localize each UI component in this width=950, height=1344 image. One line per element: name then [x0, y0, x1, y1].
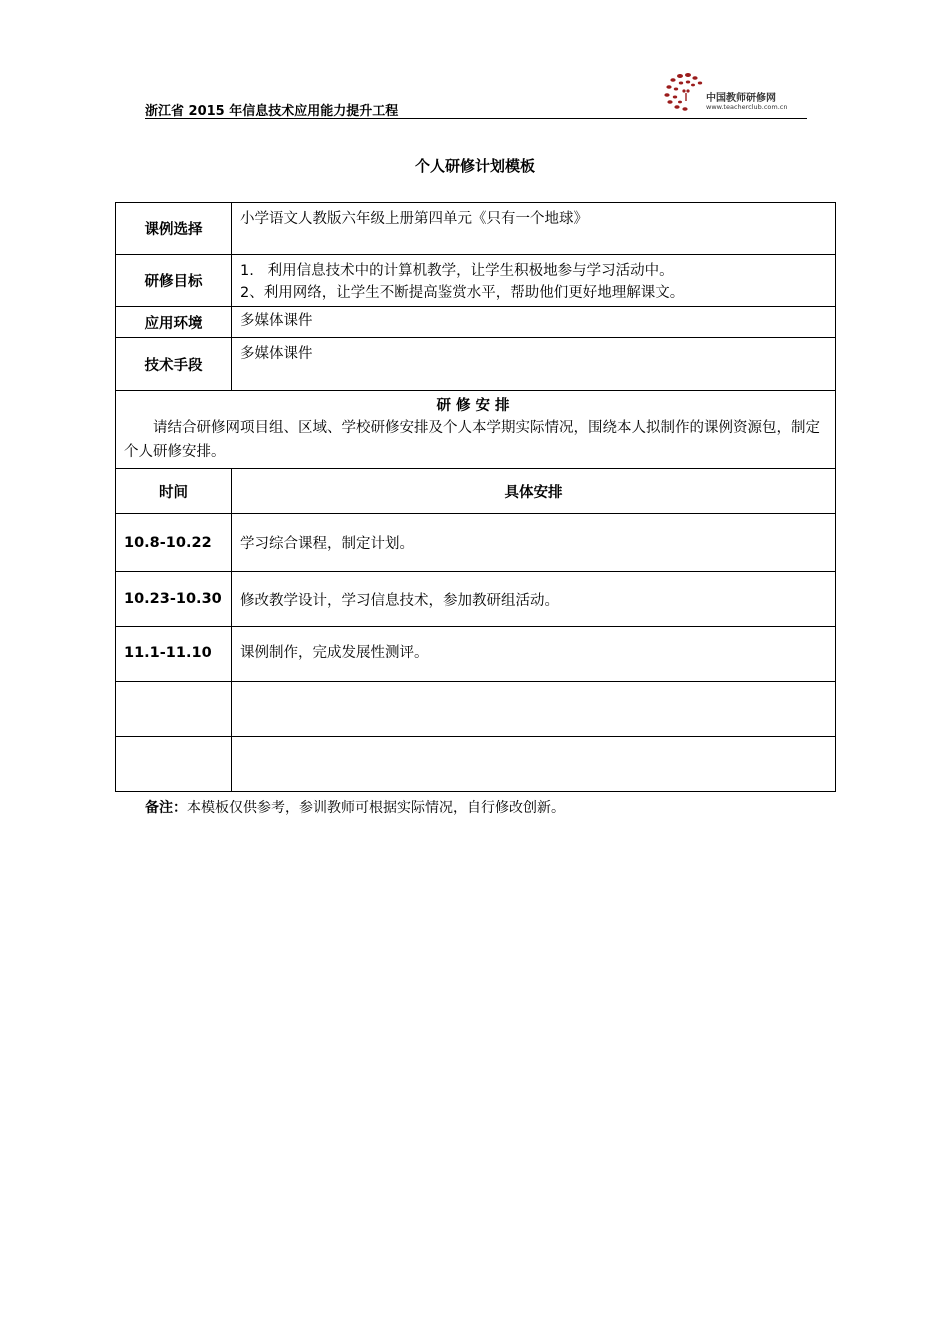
header-title: 浙江省 2015 年信息技术应用能力提升工程: [145, 104, 399, 119]
table-row: [116, 391, 836, 469]
goal-value: [232, 255, 836, 307]
detail-cell: 课例制作，完成发展性测评。: [232, 627, 836, 682]
document-title: 个人研修计划模板: [414, 157, 535, 175]
environment-value-line: 多媒体课件: [240, 313, 313, 329]
logo-name: 中国教师研修网: [706, 93, 776, 104]
page-header: [145, 70, 807, 120]
footnote-label: 备注：: [145, 800, 187, 816]
technique-label: 技术手段: [116, 338, 232, 391]
logo: [660, 70, 807, 116]
logo-dots-icon: [660, 70, 710, 116]
detail-cell: 修改教学设计，学习信息技术，参加教研组活动。: [232, 572, 836, 627]
detail-cell: [232, 737, 836, 792]
plan-table: [115, 202, 836, 792]
table-row: [116, 737, 836, 792]
table-row: [116, 338, 836, 391]
time-cell: [116, 737, 232, 792]
plan-title: 研修安排: [436, 398, 515, 414]
table-row: [116, 255, 836, 307]
technique-value: [232, 338, 836, 391]
time-column-header: 时间: [116, 469, 232, 514]
header-divider: [145, 118, 807, 119]
table-row: [116, 203, 836, 255]
plan-description: 请结合研修网项目组、区域、学校研修安排及个人本学期实际情况，围绕本人拟制作的课例资源包，制定个人研修安排。: [124, 420, 820, 460]
table-row: [116, 627, 836, 682]
goal-line-2: 2、利用网络，让学生不断提高鉴赏水平，帮助他们更好地理解课文。: [240, 285, 685, 301]
case-value: [232, 203, 836, 255]
goal-line-1: 1. 利用信息技术中的计算机教学，让学生积极地参与学习活动中。: [240, 263, 674, 279]
time-cell: 10.8-10.22: [116, 514, 232, 572]
table-row: [116, 307, 836, 338]
goal-label: 研修目标: [116, 255, 232, 307]
detail-cell: 学习综合课程，制定计划。: [232, 514, 836, 572]
case-label: 课例选择: [116, 203, 232, 255]
time-cell: 11.1-11.10: [116, 627, 232, 682]
time-cell: [116, 682, 232, 737]
table-row: [116, 572, 836, 627]
table-header-row: [116, 469, 836, 514]
detail-column-header: 具体安排: [232, 469, 836, 514]
footnote-text: 本模板仅供参考，参训教师可根据实际情况，自行修改创新。: [187, 800, 565, 816]
time-cell: 10.23-10.30: [116, 572, 232, 627]
environment-value: [232, 307, 836, 338]
case-value-line: 小学语文人教版六年级上册第四单元《只有一个地球》: [240, 211, 588, 227]
footnote: [145, 797, 565, 817]
environment-label: 应用环境: [116, 307, 232, 338]
table-row: [116, 682, 836, 737]
technique-value-line: 多媒体课件: [240, 346, 313, 362]
table-row: [116, 514, 836, 572]
logo-url: www.teacherclub.com.cn: [706, 103, 788, 111]
plan-section: [116, 391, 836, 469]
detail-cell: [232, 682, 836, 737]
